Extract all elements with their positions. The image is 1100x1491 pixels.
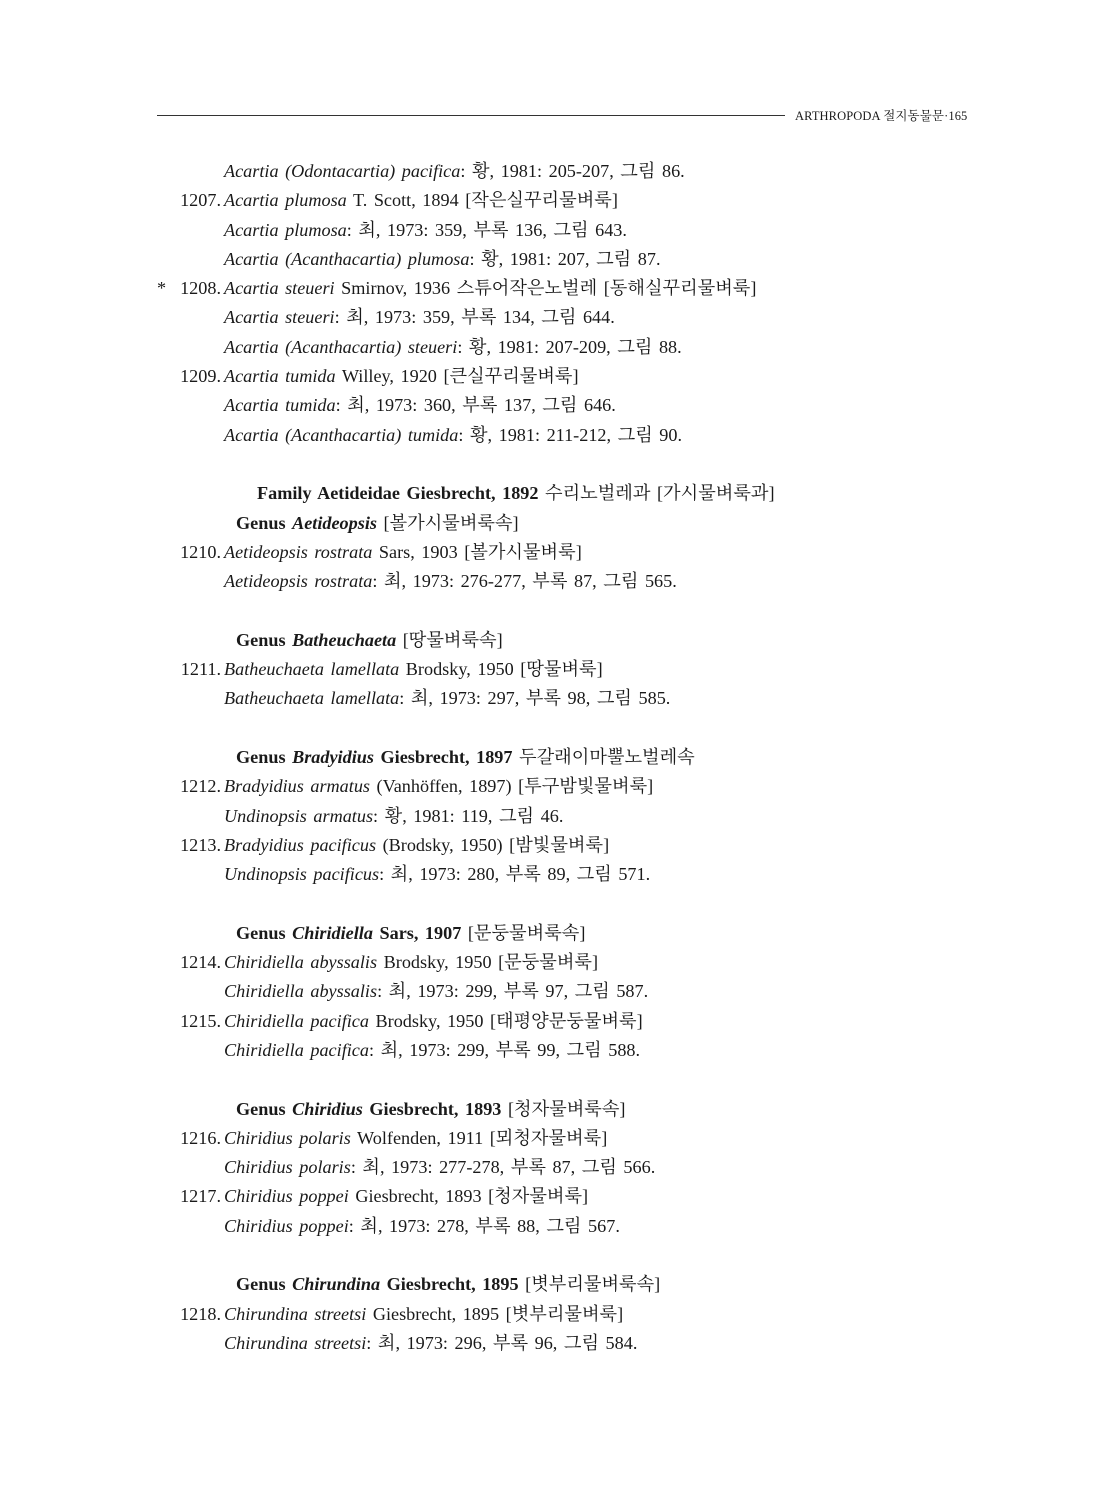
synonym-name: Acartia tumida bbox=[224, 395, 336, 416]
synonym-text bbox=[224, 421, 682, 450]
synonym-citation: : 최, 1973: 359, 부록 134, 그림 644. bbox=[334, 307, 615, 328]
genus-authority: Giesbrecht, 1893 bbox=[362, 1098, 502, 1119]
species-name: Aetideopsis rostrata bbox=[224, 541, 373, 562]
genus-heading-text bbox=[236, 919, 585, 948]
synonym-citation: : 최, 1973: 277-278, 부록 87, 그림 566. bbox=[350, 1157, 656, 1178]
synonym-name: Chiridius polaris bbox=[224, 1157, 351, 1178]
synonym-citation: : 최, 1973: 360, 부록 137, 그림 646. bbox=[335, 395, 616, 416]
synonym-text bbox=[224, 567, 677, 596]
genus-heading bbox=[0, 509, 1100, 538]
synonym-name: Undinopsis pacificus bbox=[224, 864, 380, 885]
genus-authority: Giesbrecht, 1897 bbox=[373, 746, 513, 767]
header-rule bbox=[157, 115, 785, 116]
section-gap bbox=[0, 889, 1100, 918]
species-name: Chiridius poppei bbox=[224, 1186, 349, 1207]
species-entry bbox=[0, 1124, 1100, 1153]
synonym-citation: : 황, 1981: 119, 그림 46. bbox=[373, 805, 564, 826]
synonym-text bbox=[224, 333, 682, 362]
genus-name: Aetideopsis bbox=[292, 512, 377, 533]
synonym-citation: : 최, 1973: 299, 부록 99, 그림 588. bbox=[368, 1039, 641, 1060]
synonym-reference bbox=[0, 157, 1100, 186]
genus-name: Chiridiella bbox=[292, 922, 373, 943]
species-text bbox=[224, 186, 618, 215]
synonym-reference bbox=[0, 1329, 1100, 1358]
genus-korean-name: [문둥물벼룩속] bbox=[461, 922, 586, 943]
synonym-name: Undinopsis armatus bbox=[224, 805, 374, 826]
endemic-marker: * bbox=[157, 278, 167, 299]
species-authority: Giesbrecht, 1893 [청자물벼룩] bbox=[348, 1186, 589, 1207]
synonym-text bbox=[224, 391, 616, 420]
genus-heading-text bbox=[236, 1095, 625, 1124]
synonym-reference bbox=[0, 977, 1100, 1006]
genus-heading bbox=[0, 919, 1100, 948]
synonym-reference bbox=[0, 1153, 1100, 1182]
synonym-citation: : 황, 1981: 207-209, 그림 88. bbox=[457, 336, 682, 357]
synonym-reference bbox=[0, 802, 1100, 831]
species-entry bbox=[0, 538, 1100, 567]
genus-label: Genus bbox=[236, 1098, 293, 1119]
species-number: 1210. bbox=[180, 541, 221, 562]
synonym-name: Acartia (Acanthacartia) plumosa bbox=[224, 248, 470, 269]
section-gap bbox=[0, 1065, 1100, 1094]
species-authority: Wolfenden, 1911 [뫼청자물벼룩] bbox=[350, 1127, 608, 1148]
species-authority: Brodsky, 1950 [땅물벼룩] bbox=[399, 659, 603, 680]
species-entry bbox=[0, 1007, 1100, 1036]
species-number: 1215. bbox=[180, 1010, 221, 1031]
genus-heading bbox=[0, 626, 1100, 655]
genus-heading-text bbox=[236, 743, 695, 772]
species-number: 1212. bbox=[180, 776, 221, 797]
synonym-reference bbox=[0, 421, 1100, 450]
species-number: 1211. bbox=[180, 659, 221, 680]
page-body bbox=[0, 157, 1100, 1358]
genus-authority: Sars, 1907 bbox=[372, 922, 462, 943]
species-authority: T. Scott, 1894 [작은실꾸리물벼룩] bbox=[346, 190, 618, 211]
genus-label: Genus bbox=[236, 922, 293, 943]
synonym-name: Acartia plumosa bbox=[224, 219, 347, 240]
species-entry bbox=[0, 1300, 1100, 1329]
synonym-text bbox=[224, 1153, 655, 1182]
synonym-name: Chiridiella pacifica bbox=[224, 1039, 369, 1060]
genus-name: Batheuchaeta bbox=[292, 629, 397, 650]
synonym-name: Acartia (Acanthacartia) tumida bbox=[224, 424, 459, 445]
species-name: Chirundina streetsi bbox=[224, 1303, 367, 1324]
synonym-reference bbox=[0, 391, 1100, 420]
synonym-reference bbox=[0, 303, 1100, 332]
section-gap bbox=[0, 714, 1100, 743]
species-text bbox=[224, 274, 756, 303]
genus-heading bbox=[0, 1095, 1100, 1124]
species-name: Acartia steueri bbox=[224, 278, 335, 299]
species-authority: (Brodsky, 1950) [밤빛물벼룩] bbox=[376, 834, 610, 855]
family-heading bbox=[0, 479, 1100, 508]
species-text bbox=[224, 1182, 588, 1211]
genus-heading-text bbox=[236, 626, 503, 655]
species-number: 1214. bbox=[180, 952, 221, 973]
species-authority: Sars, 1903 [볼가시물벼룩] bbox=[372, 541, 582, 562]
synonym-name: Batheuchaeta lamellata bbox=[224, 688, 400, 709]
synonym-reference bbox=[0, 1212, 1100, 1241]
running-head: ARTHROPODA 절지동물문·165 bbox=[795, 109, 968, 123]
species-name: Batheuchaeta lamellata bbox=[224, 659, 400, 680]
species-text bbox=[224, 1124, 607, 1153]
genus-korean-name: 두갈래이마뿔노벌레속 bbox=[512, 746, 695, 767]
genus-label: Genus bbox=[236, 512, 293, 533]
species-entry bbox=[0, 772, 1100, 801]
species-text bbox=[224, 831, 609, 860]
genus-label: Genus bbox=[236, 1274, 293, 1295]
genus-heading-text bbox=[236, 1270, 660, 1299]
genus-label: Genus bbox=[236, 746, 293, 767]
genus-name: Chiridius bbox=[292, 1098, 363, 1119]
species-text bbox=[224, 1007, 643, 1036]
species-authority: Smirnov, 1936 스튜어작은노벌레 [동해실꾸리물벼룩] bbox=[334, 278, 757, 299]
species-authority: Willey, 1920 [큰실꾸리물벼룩] bbox=[335, 366, 579, 387]
synonym-citation: : 최, 1973: 297, 부록 98, 그림 585. bbox=[399, 688, 671, 709]
synonym-citation: : 최, 1973: 296, 부록 96, 그림 584. bbox=[366, 1332, 638, 1353]
genus-korean-name: [볼가시물벼룩속] bbox=[376, 512, 519, 533]
synonym-text bbox=[224, 1329, 637, 1358]
species-authority: Brodsky, 1950 [태평양문둥물벼룩] bbox=[368, 1010, 643, 1031]
family-korean-name: 수리노벌레과 [가시물벼룩과] bbox=[538, 483, 775, 504]
species-entry bbox=[0, 186, 1100, 215]
synonym-text bbox=[224, 802, 563, 831]
species-number: 1207. bbox=[180, 190, 221, 211]
synonym-name: Acartia steueri bbox=[224, 307, 335, 328]
synonym-text bbox=[224, 860, 650, 889]
synonym-text bbox=[224, 1036, 640, 1065]
species-name: Acartia plumosa bbox=[224, 190, 347, 211]
synonym-text bbox=[224, 684, 670, 713]
genus-korean-name: [청자물벼룩속] bbox=[501, 1098, 626, 1119]
synonym-reference bbox=[0, 216, 1100, 245]
species-name: Bradyidius pacificus bbox=[224, 834, 377, 855]
genus-korean-name: [땅물벼룩속] bbox=[396, 629, 503, 650]
synonym-text bbox=[224, 977, 648, 1006]
section-gap bbox=[0, 1241, 1100, 1270]
synonym-text bbox=[224, 303, 615, 332]
synonym-text bbox=[224, 1212, 620, 1241]
species-text bbox=[224, 1300, 623, 1329]
synonym-name: Chiridiella abyssalis bbox=[224, 981, 378, 1002]
synonym-name: Acartia (Odontacartia) pacifica bbox=[224, 161, 461, 181]
species-text bbox=[224, 772, 653, 801]
species-text bbox=[224, 362, 579, 391]
genus-heading bbox=[0, 1270, 1100, 1299]
synonym-citation: : 황, 1981: 205-207, 그림 86. bbox=[460, 161, 685, 181]
species-number: 1213. bbox=[180, 834, 221, 855]
species-authority: Brodsky, 1950 [문둥물벼룩] bbox=[377, 952, 599, 973]
species-name: Bradyidius armatus bbox=[224, 776, 370, 797]
genus-heading-text bbox=[236, 509, 519, 538]
species-number: 1209. bbox=[180, 366, 221, 387]
synonym-name: Chirundina streetsi bbox=[224, 1332, 367, 1353]
synonym-name: Acartia (Acanthacartia) steueri bbox=[224, 336, 458, 357]
synonym-citation: : 황, 1981: 211-212, 그림 90. bbox=[458, 424, 683, 445]
species-number: 1218. bbox=[180, 1303, 221, 1324]
synonym-reference bbox=[0, 860, 1100, 889]
species-entry bbox=[0, 274, 1100, 303]
species-text bbox=[224, 948, 598, 977]
synonym-citation: : 최, 1973: 359, 부록 136, 그림 643. bbox=[346, 219, 627, 240]
synonym-citation: : 최, 1973: 278, 부록 88, 그림 567. bbox=[348, 1215, 620, 1236]
synonym-citation: : 최, 1973: 276-277, 부록 87, 그림 565. bbox=[372, 571, 677, 592]
species-number: 1208. bbox=[180, 278, 221, 299]
species-entry bbox=[0, 948, 1100, 977]
genus-name: Chirundina bbox=[292, 1274, 381, 1295]
species-authority: (Vanhöffen, 1897) [투구밤빛물벼룩] bbox=[370, 776, 654, 797]
species-number: 1216. bbox=[180, 1127, 221, 1148]
species-name: Chiridius polaris bbox=[224, 1127, 351, 1148]
species-entry bbox=[0, 362, 1100, 391]
synonym-citation: : 최, 1973: 299, 부록 97, 그림 587. bbox=[377, 981, 649, 1002]
synonym-citation: : 황, 1981: 207, 그림 87. bbox=[469, 248, 661, 269]
synonym-name: Aetideopsis rostrata bbox=[224, 571, 373, 592]
synonym-text bbox=[224, 157, 685, 186]
synonym-reference bbox=[0, 333, 1100, 362]
synonym-text bbox=[224, 245, 661, 274]
section-gap bbox=[0, 596, 1100, 625]
section-gap bbox=[0, 450, 1100, 479]
family-heading-text bbox=[257, 479, 775, 508]
synonym-reference bbox=[0, 684, 1100, 713]
genus-name: Bradyidius bbox=[292, 746, 374, 767]
synonym-name: Chiridius poppei bbox=[224, 1215, 349, 1236]
species-name: Chiridiella pacifica bbox=[224, 1010, 369, 1031]
synonym-reference bbox=[0, 245, 1100, 274]
species-authority: Giesbrecht, 1895 [볏부리물벼룩] bbox=[366, 1303, 624, 1324]
genus-korean-name: [볏부리물벼룩속] bbox=[518, 1274, 661, 1295]
synonym-reference bbox=[0, 1036, 1100, 1065]
family-name: Family Aetideidae Giesbrecht, 1892 bbox=[257, 483, 539, 504]
species-name: Chiridiella abyssalis bbox=[224, 952, 378, 973]
species-entry bbox=[0, 655, 1100, 684]
species-name: Acartia tumida bbox=[224, 366, 336, 387]
synonym-citation: : 최, 1973: 280, 부록 89, 그림 571. bbox=[379, 864, 651, 885]
synonym-text bbox=[224, 216, 627, 245]
synonym-reference bbox=[0, 567, 1100, 596]
species-text bbox=[224, 538, 582, 567]
genus-authority: Giesbrecht, 1895 bbox=[380, 1274, 519, 1295]
genus-label: Genus bbox=[236, 629, 293, 650]
species-number: 1217. bbox=[180, 1186, 221, 1207]
genus-heading bbox=[0, 743, 1100, 772]
species-text bbox=[224, 655, 603, 684]
species-entry bbox=[0, 1182, 1100, 1211]
species-entry bbox=[0, 831, 1100, 860]
